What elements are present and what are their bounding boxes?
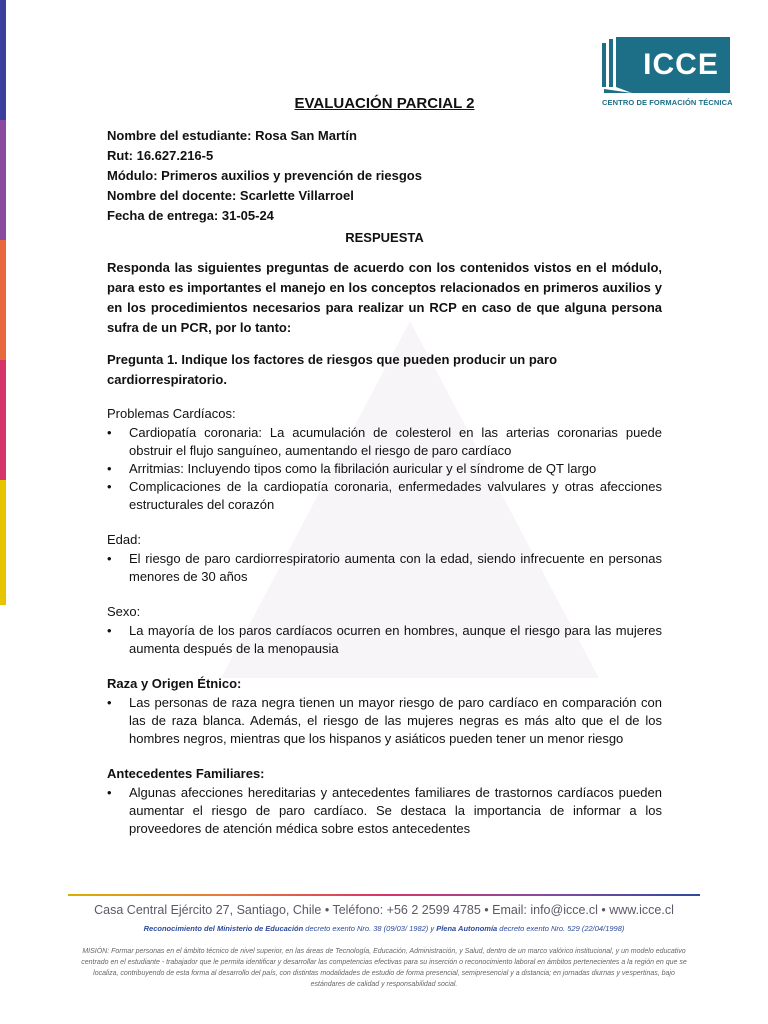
document-title: EVALUACIÓN PARCIAL 2 [294,95,475,112]
footer-divider [68,894,700,896]
list-item: • La mayoría de los paros cardíacos ocurren en hombres, aunque el riesgo para las mujeres aumenta después de la menopausia [107,622,662,658]
recognition-decree-2: decreto exento Nro. 529 (22/04/1998) [497,924,625,933]
book-icon [602,37,632,93]
bullet-list [107,784,662,838]
section-problemas-cardiacos [107,404,662,514]
respuesta-heading: RESPUESTA [345,230,424,245]
recognition-decree-1: decreto exento Nro. 38 (09/03/ 1982) y [303,924,437,933]
delivery-date: Fecha de entrega: 31-05-24 [107,208,274,223]
section-sexo [107,602,662,658]
side-color-bar [0,0,6,605]
question-1: Pregunta 1. Indique los factores de riesgos que pueden producir un paro cardiorrespiratorio. [107,352,558,387]
bullet-list [107,424,662,514]
section-title: Edad: [107,532,141,547]
list-item: • Las personas de raza negra tienen un mayor riesgo de paro cardíaco en comparación con las de raza blanca. Además, el riesgo de las mujeres negras es más alto que el de los hombres negros, mientras que los hispanos y asiáticos pueden tener un menor riesgo [107,694,662,748]
side-stripe-orange [0,240,6,360]
side-stripe-pink [0,360,6,480]
module-name: Módulo: Primeros auxilios y prevención de riesgos [107,168,422,183]
document-body [107,94,662,838]
recognition-mineduc: Reconocimiento del Ministerio de Educación [143,924,304,933]
list-item: • Complicaciones de la cardiopatía coronaria, enfermedades valvulares y otras afecciones estructurales del corazón [107,478,662,514]
footer-recognition [68,924,700,933]
logo-subtitle: CENTRO DE FORMACIÓN TÉCNICA [602,98,733,107]
section-title: Antecedentes Familiares: [107,766,265,781]
section-title: Problemas Cardíacos: [107,406,236,421]
instructions-paragraph: Responda las siguientes preguntas de acuerdo con los contenidos vistos en el módulo, para esto es importantes el manejo en los conceptos relacionados en primeros auxilios y en los procedimientos necesarios para realizar un RCP en caso de que alguna persona sufra de un PCR, por lo tanto: [107,260,662,335]
student-name: Nombre del estudiante: Rosa San Martín [107,128,357,143]
side-stripe-blue [0,0,6,120]
bullet-list [107,550,662,586]
section-title: Raza y Origen Étnico: [107,676,242,691]
bullet-list [107,694,662,748]
section-raza [107,674,662,748]
student-info [107,126,662,226]
footer-contact: Casa Central Ejército 27, Santiago, Chile • Teléfono: +56 2 2599 4785 • Email: info@icce.cl • www.icce.cl [94,903,674,917]
side-stripe-purple [0,120,6,240]
section-antecedentes [107,764,662,838]
logo-text: ICCE [632,37,730,93]
bullet-list [107,622,662,658]
recognition-autonomia: Plena Autonomía [436,924,498,933]
footer-mission: MISIÓN: Formar personas en el ámbito técnico de nivel superior, en las áreas de Tecnología, Educación, Administración, y Salud, dentro de un marco valórico institucional, y un modelo educativo centrado en el estudiante - trabajador que le permita identificar y desarrollar las competencias efectivas para su inserción o reconocimiento laboral en ámbitos pertenecientes a la región en que se localiza, contribuyendo de esta forma al desarrollo del país, con distintas modalidades de estudio de forma presencial, semipresencial y a distancia; en jornadas diurnas y vespertinas, bajo estándares de calidad y responsabilidad social. [81,948,687,988]
list-item: • Cardiopatía coronaria: La acumulación de colesterol en las arterias coronarias puede obstruir el flujo sanguíneo, aumentando el riesgo de paro cardíaco [107,424,662,460]
list-item: • Algunas afecciones hereditarias y antecedentes familiares de trastornos cardíacos pueden aumentar el riesgo de paro cardíaco. Se destaca la importancia de informar a los proveedores de atención médica sobre estos antecedentes [107,784,662,838]
list-item: • Arritmias: Incluyendo tipos como la fibrilación auricular y el síndrome de QT largo [107,460,662,478]
teacher-name: Nombre del docente: Scarlette Villarroel [107,188,354,203]
list-item: • El riesgo de paro cardiorrespiratorio aumenta con la edad, siendo infrecuente en personas menores de 30 años [107,550,662,586]
section-title: Sexo: [107,604,141,619]
section-edad [107,530,662,586]
student-rut: Rut: 16.627.216-5 [107,148,214,163]
side-stripe-yellow [0,480,6,605]
